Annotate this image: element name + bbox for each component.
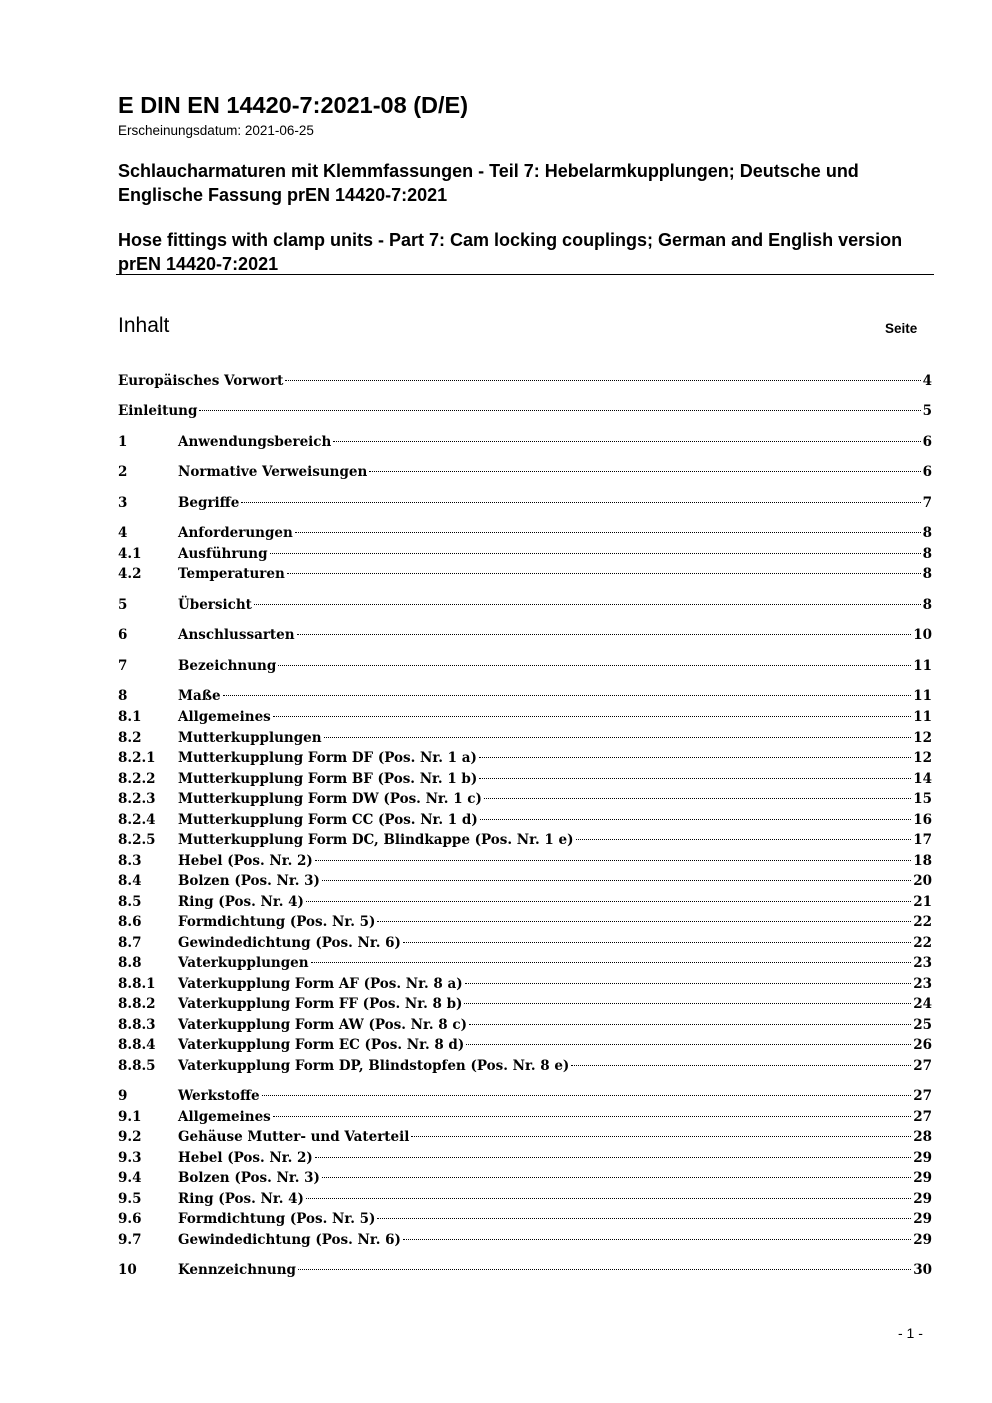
- toc-dot-leader: [322, 1177, 911, 1178]
- toc-entry[interactable]: [118, 525, 932, 545]
- toc-page-column-label: Seite: [885, 321, 918, 336]
- toc-entry-title: Ring (Pos. Nr. 4): [178, 1191, 304, 1207]
- toc-entry-number: 8.2.5: [118, 832, 156, 848]
- toc-entry[interactable]: [118, 1017, 932, 1037]
- toc-entry-page: 25: [913, 1017, 932, 1033]
- toc-entry-number: 8.8.3: [118, 1017, 156, 1033]
- toc-entry[interactable]: [118, 935, 932, 955]
- toc-entry-page: 16: [913, 812, 932, 828]
- toc-entry-number: 4: [118, 525, 128, 541]
- toc-dot-leader: [297, 634, 912, 635]
- toc-entry-number: 8.7: [118, 935, 142, 951]
- toc-entry-number: 8.2.2: [118, 771, 156, 787]
- toc-entry[interactable]: [118, 688, 932, 708]
- toc-entry-number: 8.2.3: [118, 791, 156, 807]
- toc-entry-number: 1: [118, 434, 128, 450]
- toc-dot-leader: [298, 1269, 911, 1270]
- toc-dot-leader: [306, 901, 911, 902]
- toc-entry-number: 8.2.1: [118, 750, 156, 766]
- toc-dot-leader: [411, 1136, 911, 1137]
- toc-dot-leader: [306, 1198, 911, 1199]
- toc-entry-title: Vaterkupplung Form AW (Pos. Nr. 8 c): [178, 1017, 467, 1033]
- toc-entry-page: 15: [913, 791, 932, 807]
- toc-dot-leader: [278, 665, 911, 666]
- toc-entry-title: Begriffe: [178, 495, 240, 511]
- toc-entry[interactable]: [118, 434, 932, 454]
- toc-entry-title: Allgemeines: [178, 709, 271, 725]
- toc-entry-number: 9.5: [118, 1191, 142, 1207]
- toc-entry[interactable]: [118, 750, 932, 770]
- toc-entry-page: 10: [913, 627, 932, 643]
- toc-entry-page: 11: [913, 658, 932, 674]
- toc-entry-number: 3: [118, 495, 128, 511]
- toc-entry-page: 29: [913, 1211, 932, 1227]
- toc-entry[interactable]: [118, 976, 932, 996]
- toc-entry[interactable]: [118, 791, 932, 811]
- toc-dot-leader: [315, 860, 911, 861]
- toc-entry[interactable]: [118, 873, 932, 893]
- toc-dot-leader: [480, 819, 911, 820]
- toc-entry-title: Formdichtung (Pos. Nr. 5): [178, 1211, 376, 1227]
- toc-entry-title: Mutterkupplung Form CC (Pos. Nr. 1 d): [178, 812, 478, 828]
- toc-dot-leader: [315, 1157, 911, 1158]
- page-number: - 1 -: [898, 1325, 923, 1341]
- toc-entry-number: 9.7: [118, 1232, 142, 1248]
- toc-entry-title: Einleitung: [118, 403, 198, 419]
- toc-entry[interactable]: [118, 996, 932, 1016]
- toc-entry-title: Maße: [178, 688, 221, 704]
- toc-entry[interactable]: [118, 894, 932, 914]
- toc-entry[interactable]: [118, 403, 932, 423]
- toc-entry-page: 18: [913, 853, 932, 869]
- toc-entry-title: Vaterkupplung Form FF (Pos. Nr. 8 b): [178, 996, 463, 1012]
- toc-entry[interactable]: [118, 1262, 932, 1282]
- toc-entry-page: 22: [913, 914, 932, 930]
- toc-entry-page: 29: [913, 1232, 932, 1248]
- toc-dot-leader: [465, 983, 912, 984]
- toc-entry-title: Mutterkupplung Form DF (Pos. Nr. 1 a): [178, 750, 477, 766]
- toc-entry-title: Bolzen (Pos. Nr. 3): [178, 873, 320, 889]
- toc-entry[interactable]: [118, 597, 932, 617]
- toc-entry-number: 8.4: [118, 873, 142, 889]
- toc-dot-leader: [285, 380, 920, 381]
- toc-entry-page: 6: [922, 434, 932, 450]
- toc-entry[interactable]: [118, 1129, 932, 1149]
- toc-dot-leader: [241, 502, 920, 503]
- toc-entry[interactable]: [118, 1037, 932, 1057]
- toc-entry-title: Bezeichnung: [178, 658, 277, 674]
- toc-entry-number: 4.1: [118, 546, 142, 562]
- toc-dot-leader: [262, 1095, 912, 1096]
- toc-dot-leader: [469, 1024, 911, 1025]
- toc-entry-page: 29: [913, 1170, 932, 1186]
- toc-entry-title: Übersicht: [178, 597, 252, 613]
- toc-entry-title: Ring (Pos. Nr. 4): [178, 894, 304, 910]
- toc-dot-leader: [464, 1003, 911, 1004]
- toc-entry-title: Werkstoffe: [178, 1088, 260, 1104]
- toc-entry[interactable]: [118, 1150, 932, 1170]
- toc-entry-number: 9.3: [118, 1150, 142, 1166]
- toc-entry-title: Vaterkupplung Form DP, Blindstopfen (Pos. Nr. 8 e): [178, 1058, 570, 1074]
- toc-entry-page: 14: [913, 771, 932, 787]
- toc-entry-title: Mutterkupplung Form DC, Blindkappe (Pos. Nr. 1 e): [178, 832, 574, 848]
- toc-entry-number: 9.6: [118, 1211, 142, 1227]
- toc-entry[interactable]: [118, 546, 932, 566]
- toc-entry-title: Allgemeines: [178, 1109, 271, 1125]
- toc-entry-title: Gehäuse Mutter- und Vaterteil: [178, 1129, 410, 1145]
- toc-entry[interactable]: [118, 658, 932, 678]
- toc-entry-title: Mutterkupplung Form DW (Pos. Nr. 1 c): [178, 791, 482, 807]
- document-title: E DIN EN 14420-7:2021-08 (D/E): [118, 92, 469, 118]
- toc-entry[interactable]: [118, 955, 932, 975]
- toc-entry-page: 22: [913, 935, 932, 951]
- toc-entry-number: 8.8: [118, 955, 142, 971]
- toc-entry[interactable]: [118, 566, 932, 586]
- toc-entry[interactable]: [118, 373, 932, 393]
- toc-entry[interactable]: [118, 1232, 932, 1252]
- toc-entry-title: Mutterkupplung Form BF (Pos. Nr. 1 b): [178, 771, 478, 787]
- toc-entry-number: 10: [118, 1262, 137, 1278]
- toc-dot-leader: [273, 716, 911, 717]
- toc-dot-leader: [369, 471, 920, 472]
- toc-dot-leader: [273, 1116, 911, 1117]
- toc-dot-leader: [311, 962, 912, 963]
- toc-entry[interactable]: [118, 709, 932, 729]
- toc-dot-leader: [484, 798, 911, 799]
- toc-entry[interactable]: [118, 627, 932, 647]
- toc-entry[interactable]: [118, 1211, 932, 1231]
- toc-entry-page: 30: [913, 1262, 932, 1278]
- toc-entry[interactable]: [118, 1088, 932, 1108]
- header-divider: [116, 274, 934, 275]
- toc-dot-leader: [223, 695, 912, 696]
- toc-entry-page: 23: [913, 955, 932, 971]
- toc-entry-page: 8: [922, 525, 932, 541]
- toc-entry-page: 6: [922, 464, 932, 480]
- toc-entry-number: 6: [118, 627, 128, 643]
- toc-entry-page: 5: [922, 403, 932, 419]
- toc-entry-title: Vaterkupplungen: [178, 955, 309, 971]
- toc-dot-leader: [287, 573, 921, 574]
- toc-entry-page: 8: [922, 597, 932, 613]
- toc-entry-page: 24: [913, 996, 932, 1012]
- toc-entry-number: 8.5: [118, 894, 142, 910]
- toc-entry-number: 8.3: [118, 853, 142, 869]
- toc-dot-leader: [199, 410, 920, 411]
- toc-dot-leader: [322, 880, 911, 881]
- toc-entry[interactable]: [118, 464, 932, 484]
- toc-entry-number: 2: [118, 464, 128, 480]
- toc-entry-title: Anschlussarten: [178, 627, 295, 643]
- toc-entry-page: 27: [913, 1088, 932, 1104]
- toc-entry-page: 20: [913, 873, 932, 889]
- toc-entry-title: Anforderungen: [178, 525, 293, 541]
- toc-entry-title: Anwendungsbereich: [178, 434, 332, 450]
- toc-dot-leader: [576, 839, 912, 840]
- toc-entry-number: 8.8.1: [118, 976, 156, 992]
- toc-entry-page: 8: [922, 566, 932, 582]
- toc-entry-page: 29: [913, 1150, 932, 1166]
- toc-entry-number: 4.2: [118, 566, 142, 582]
- toc-entry-page: 7: [922, 495, 932, 511]
- toc-entry-title: Ausführung: [178, 546, 268, 562]
- toc-entry[interactable]: [118, 495, 932, 515]
- toc-dot-leader: [324, 737, 912, 738]
- toc-entry-page: 8: [922, 546, 932, 562]
- toc-entry-title: Hebel (Pos. Nr. 2): [178, 853, 313, 869]
- toc-dot-leader: [466, 1044, 911, 1045]
- toc-dot-leader: [333, 441, 920, 442]
- toc-entry-page: 12: [913, 730, 932, 746]
- toc-entry-page: 11: [913, 688, 932, 704]
- toc-entry-number: 8.6: [118, 914, 142, 930]
- toc-heading: Inhalt: [118, 314, 170, 337]
- toc-dot-leader: [377, 1218, 911, 1219]
- toc-entry-page: 23: [913, 976, 932, 992]
- toc-entry-title: Mutterkupplungen: [178, 730, 322, 746]
- toc-dot-leader: [571, 1065, 911, 1066]
- toc-entry[interactable]: [118, 1191, 932, 1211]
- toc-entry-page: 27: [913, 1109, 932, 1125]
- toc-dot-leader: [254, 604, 921, 605]
- toc-entry-title: Europäisches Vorwort: [118, 373, 284, 389]
- toc-entry-number: 9.4: [118, 1170, 142, 1186]
- toc-entry-page: 21: [913, 894, 932, 910]
- toc-dot-leader: [479, 757, 911, 758]
- toc-entry-title: Gewindedichtung (Pos. Nr. 6): [178, 1232, 401, 1248]
- toc-dot-leader: [270, 553, 921, 554]
- toc-entry[interactable]: [118, 1109, 932, 1129]
- title-german: Schlaucharmaturen mit Klemmfassungen - Teil 7: Hebelarmkupplungen; Deutsche und Englische Fassung prEN 14420-7:2021: [118, 161, 859, 205]
- toc-entry-number: 5: [118, 597, 128, 613]
- toc-entry-title: Bolzen (Pos. Nr. 3): [178, 1170, 320, 1186]
- toc-dot-leader: [479, 778, 911, 779]
- toc-entry[interactable]: [118, 812, 932, 832]
- toc-dot-leader: [403, 942, 911, 943]
- toc-entry-number: 8.8.4: [118, 1037, 156, 1053]
- toc-entry-number: 9.1: [118, 1109, 142, 1125]
- toc-entry[interactable]: [118, 1170, 932, 1190]
- toc-dot-leader: [377, 921, 911, 922]
- toc-entry-page: 27: [913, 1058, 932, 1074]
- toc-entry-number: 8.8.2: [118, 996, 156, 1012]
- toc-entry-number: 7: [118, 658, 128, 674]
- toc-entry-title: Hebel (Pos. Nr. 2): [178, 1150, 313, 1166]
- toc-entry-title: Vaterkupplung Form AF (Pos. Nr. 8 a): [178, 976, 463, 992]
- toc-entry-page: 11: [913, 709, 932, 725]
- toc-entry-number: 8: [118, 688, 128, 704]
- toc-entry-number: 8.8.5: [118, 1058, 156, 1074]
- toc-entry[interactable]: [118, 914, 932, 934]
- toc-entry-number: 8.2.4: [118, 812, 156, 828]
- toc-entry-title: Temperaturen: [178, 566, 285, 582]
- toc-dot-leader: [295, 532, 921, 533]
- toc-entry-page: 29: [913, 1191, 932, 1207]
- toc-entry[interactable]: [118, 853, 932, 873]
- toc-entry-number: 9.2: [118, 1129, 142, 1145]
- toc-dot-leader: [403, 1239, 911, 1240]
- toc-entry-number: 8.1: [118, 709, 142, 725]
- toc-entry-number: 8.2: [118, 730, 142, 746]
- toc-entry-number: 9: [118, 1088, 128, 1104]
- toc-entry-page: 12: [913, 750, 932, 766]
- toc-entry-title: Vaterkupplung Form EC (Pos. Nr. 8 d): [178, 1037, 465, 1053]
- title-english: Hose fittings with clamp units - Part 7: Cam locking couplings; German and English version prEN 14420-7:2021: [118, 230, 903, 274]
- toc-entry-page: 17: [913, 832, 932, 848]
- toc-entry[interactable]: [118, 730, 932, 750]
- toc-entry-title: Kennzeichnung: [178, 1262, 296, 1278]
- toc-entry[interactable]: [118, 1058, 932, 1078]
- toc-entry-title: Normative Verweisungen: [178, 464, 368, 480]
- publication-date: Erscheinungsdatum: 2021-06-25: [118, 123, 314, 138]
- toc-entry-title: Gewindedichtung (Pos. Nr. 6): [178, 935, 401, 951]
- toc-entry[interactable]: [118, 832, 932, 852]
- toc-entry-title: Formdichtung (Pos. Nr. 5): [178, 914, 376, 930]
- toc-entry-page: 4: [922, 373, 932, 389]
- toc-entry-page: 26: [913, 1037, 932, 1053]
- toc-entry-page: 28: [913, 1129, 932, 1145]
- toc-entry[interactable]: [118, 771, 932, 791]
